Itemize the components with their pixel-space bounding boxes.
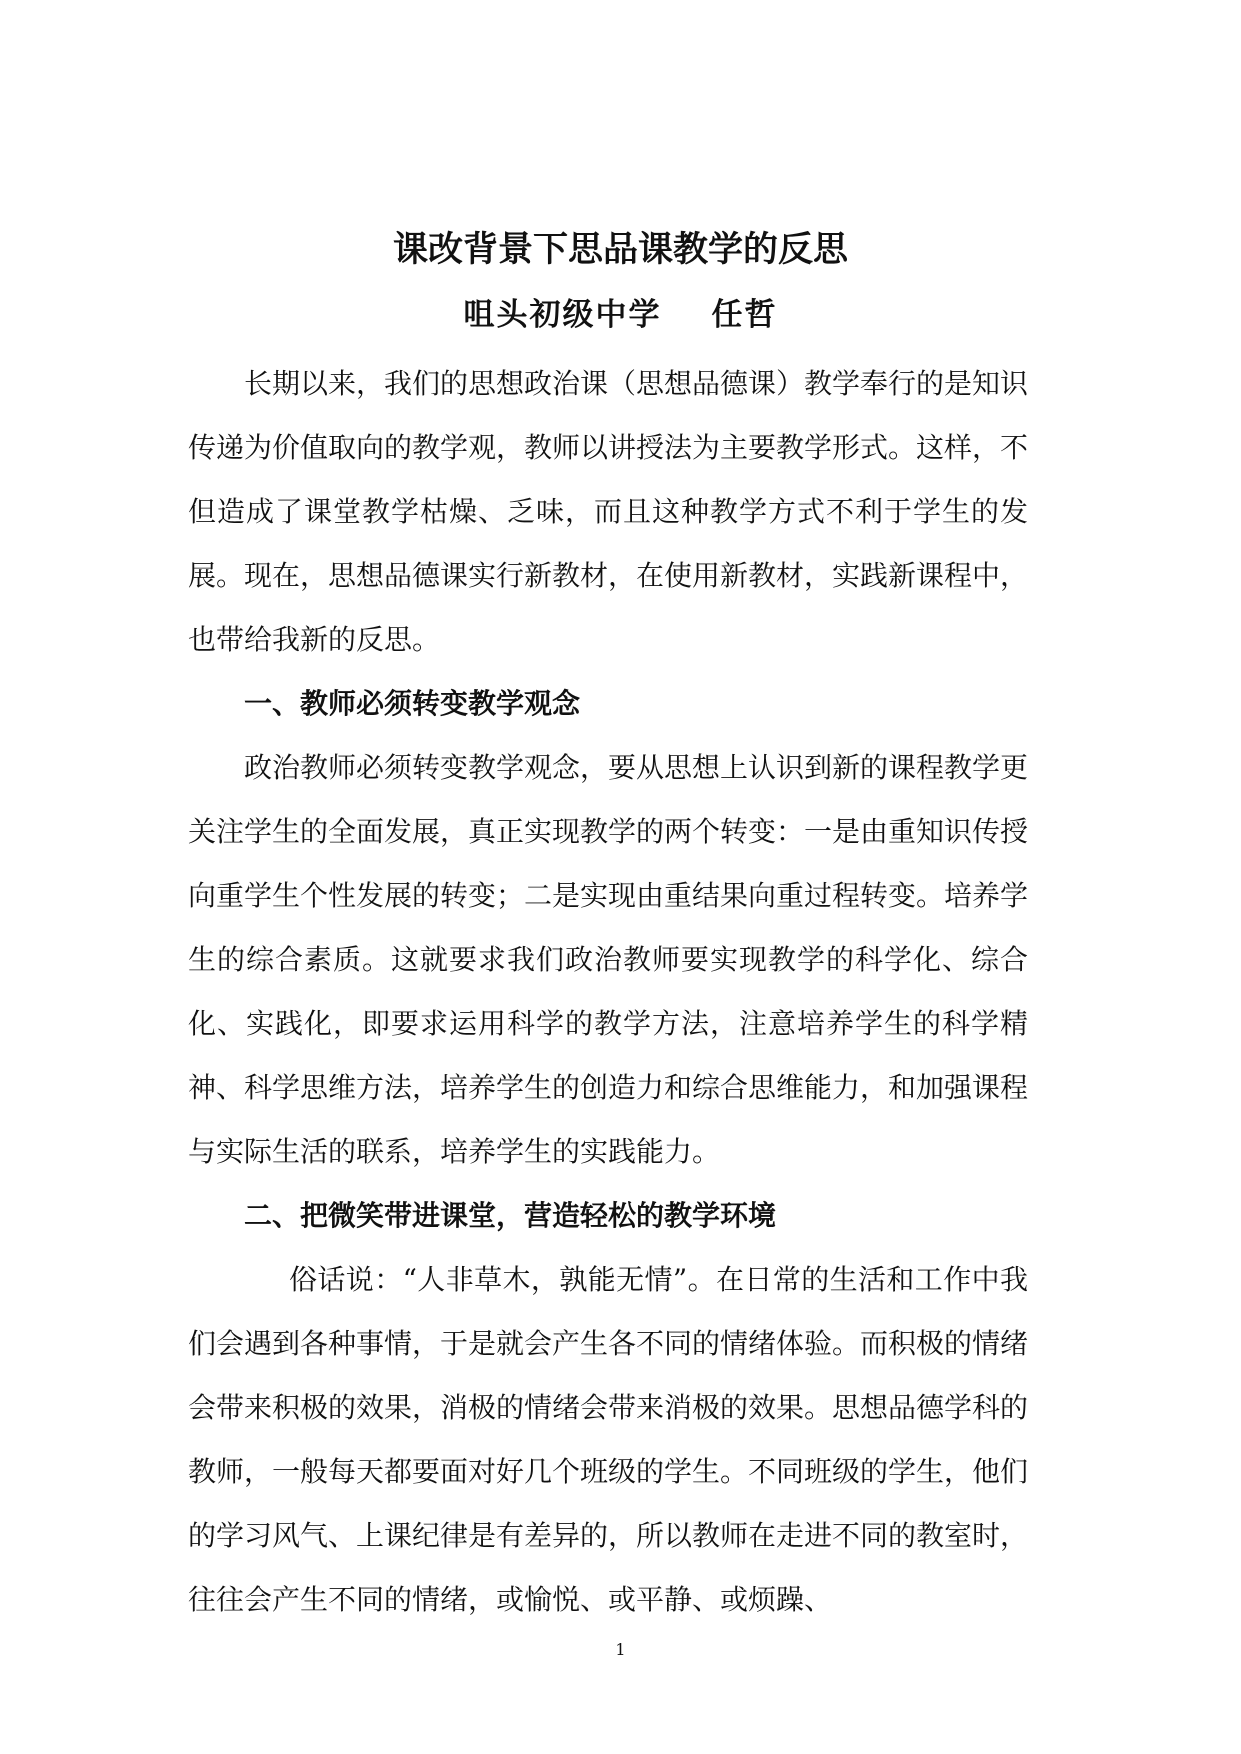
- section-2-paragraph: 俗话说：“人非草木，孰能无情”。在日常的生活和工作中我们会遇到各种事情，于是就会产生各不同的情绪体验。而积极的情绪会带来积极的效果，消极的情绪会带来消极的效果。思想品德学科的教师，一般每天都要面对好几个班级的学生。不同班级的学生，他们的学习风气、上课纪律是有差异的，所以教师在走进不同的教室时，往往会产生不同的情绪，或愉悦、或平静、或烦躁、: [188, 1263, 1029, 1616]
- school-name: 咀头初级中学: [463, 297, 662, 333]
- section-1-paragraph: 政治教师必须转变教学观念，要从思想上认识到新的课程教学更关注学生的全面发展，真正实现教学的两个转变：一是由重知识传授向重学生个性发展的转变；二是实现由重结果向重过程转变。培养学生的综合素质。这就要求我们政治教师要实现教学的科学化、综合化、实践化，即要求运用科学的教学方法，注意培养学生的科学精神、科学思维方法，培养学生的创造力和综合思维能力，和加强课程与实际生活的联系，培养学生的实践能力。: [188, 751, 1029, 1168]
- section-heading-1: 一、教师必须转变教学观念: [244, 687, 581, 720]
- intro-paragraph: 长期以来，我们的思想政治课（思想品德课）教学奉行的是知识传递为价值取向的教学观，教师以讲授法为主要教学形式。这样，不但造成了课堂教学枯燥、乏味，而且这种教学方式不利于学生的发展。现在，思想品德课实行新教材，在使用新教材，实践新课程中，也带给我新的反思。: [188, 367, 1029, 656]
- author-name: 任哲: [711, 297, 778, 333]
- section-heading-2: 二、把微笑带进课堂，营造轻松的教学环境: [244, 1199, 777, 1232]
- byline: [0, 295, 1241, 335]
- document-body: [188, 352, 1028, 1632]
- document-title: 课改背景下思品课教学的反思: [392, 230, 848, 270]
- page-number: 1: [615, 1640, 626, 1659]
